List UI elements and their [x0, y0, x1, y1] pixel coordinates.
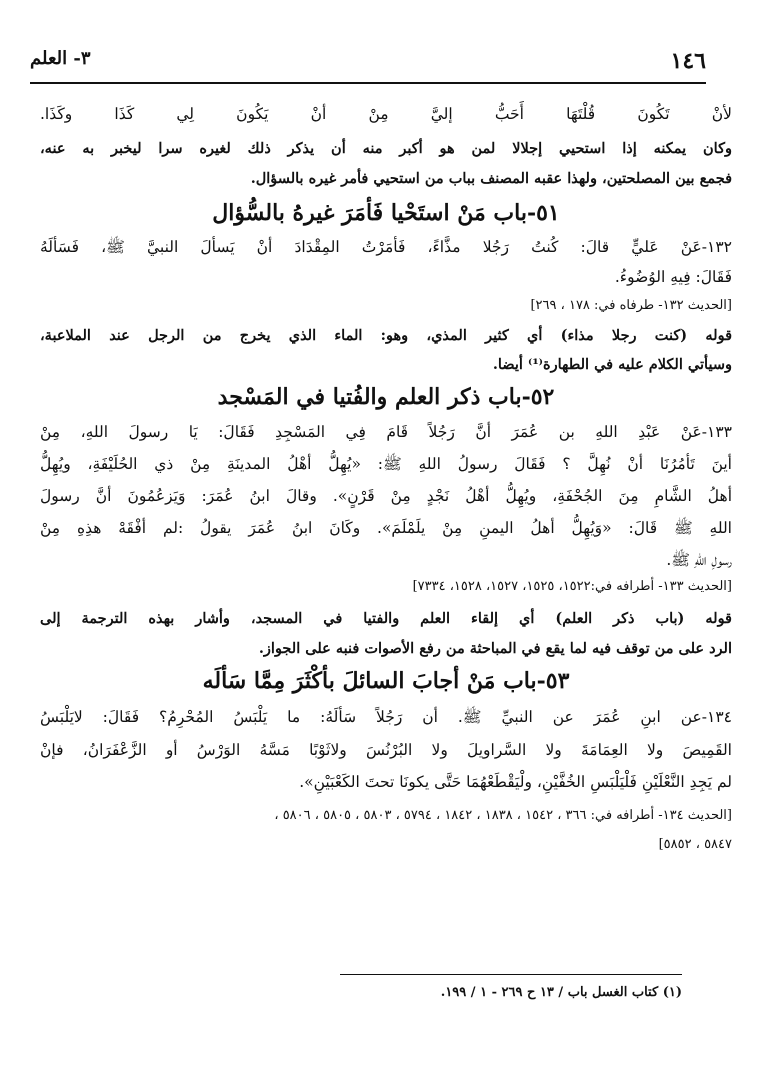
- commentary-line: قوله (باب ذكر العلم) أي إلقاء العلم والفتيا في المسجد، وأشار بهذه الترجمة إلى: [40, 610, 732, 627]
- page-header: [30, 44, 706, 84]
- hadith-line: أينَ تَأمُرُنَا أنْ نُهِلَّ ؟ فَقَالَ رسولُ اللهِ ﷺ: «يُهِلُّ أهْلُ المدينَةِ مِنْ ذي الحُلَيْفَةِ، ويُهِلُّ: [40, 455, 732, 473]
- page-number: ١٤٦: [670, 48, 706, 74]
- chapter-heading-53: ٥٣-باب مَنْ أجابَ السائلَ بأكْثَرَ مِمَّا سَألَه: [202, 668, 570, 694]
- hadith-line: أهلُ الشَّامِ مِنَ الجُحْفَةِ، ويُهِلُّ أهْلُ نَجْدٍ مِنْ قَرْنٍ». وقالَ ابنُ عُمَرَ: وَيَزعُمُونَ أنَّ رسولَ: [40, 487, 732, 505]
- hadith-line: فَقَالَ: فِيهِ الوُضُوءُ.: [614, 268, 732, 286]
- footnote-rule: [340, 974, 682, 975]
- hadith-line: رسولِ اللهِ ﷺ.: [666, 551, 732, 569]
- commentary-line: قوله (كنت رجلا مذاء) أي كثير المذي، وهو: الماء الذي يخرج من الرجل عند الملاعبة،: [40, 327, 732, 344]
- text-line: فجمع بين المصلحتين، ولهذا عقبه المصنف بباب من استحيي فأمر غيره بالسؤال.: [250, 170, 732, 187]
- hadith-line: القَمِيصَ ولا العِمَامَةَ ولا السَّراويلَ ولا البُرْنُسَ ولاثَوْبًا مَسَّهُ الوَرْسُ أو الزَّعْفَرَانُ، فإنْ: [40, 741, 732, 759]
- hadith-reference: [الحديث ١٣٢- طرفاه في: ١٧٨ ، ٢٦٩]: [530, 298, 732, 313]
- footnote: (١) كتاب الغسل باب / ١٣ ح ٢٦٩ - ١ / ١٩٩.: [440, 985, 682, 1000]
- chapter-title: ٣- العلم: [30, 48, 91, 69]
- commentary-line: الرد على من توقف فيه لما يقع في المباحثة من رفع الأصوات فنبه على الجواز.: [258, 640, 732, 657]
- hadith-reference: [الحديث ١٣٤- أطرافه في: ٣٦٦ ، ١٥٤٢ ، ١٨٣٨ ، ١٨٤٢ ، ٥٧٩٤ ، ٥٨٠٣ ، ٥٨٠٥ ، ٥٨٠٦ ،: [274, 808, 732, 823]
- hadith-line: اللهِ ﷺ قَالَ: «وَيُهِلُّ أهلُ اليمنِ مِنْ يلَمْلَمَ». وكَانَ ابنُ عُمَرَ يقولُ :لم أفْقَهْ هذِهِ مِنْ: [40, 519, 732, 537]
- hadith-reference: ٥٨٤٧ ، ٥٨٥٢]: [658, 837, 732, 852]
- commentary-line: وسيأتي الكلام عليه في الطهارة⁽¹⁾ أيضا.: [492, 356, 732, 373]
- hadith-line: لم يَجِدِ النَّعْلَيْنِ فَلْيَلْبَسِ الخُفَّيْنِ، ولْيَقْطَعْهُمَا حَتَّى يكونَا تحتَ الكَعْبَيْنِ».: [299, 773, 732, 791]
- text-line: وكان يمكنه إذا استحيي إجلالا لمن هو أكبر منه أن يذكر ذلك لغيره سرا ليخبر به عنه،: [40, 140, 732, 157]
- hadith-line: ١٣٣-عَنْ عَبْدِ اللهِ بن عُمَرَ أنَّ رَجُلاً قَامَ فِي المَسْجِدِ فَقَالَ: يَا رسولَ اللهِ، مِنْ: [40, 423, 732, 441]
- hadith-line: ١٣٢-عَنْ عَليٍّ قالَ: كُنتُ رَجُلا مذَّاءً، فَأمَرْتُ المِقْدَادَ أنْ يَسألَ النبيَّ ﷺ، فَسَألَهُ: [40, 238, 732, 256]
- chapter-heading-51: ٥١-باب مَنْ استَحْيا فَأمَرَ غيرهُ بالسُّؤال: [212, 200, 560, 226]
- hadith-line: ١٣٤-عن ابنِ عُمَرَ عن النبيِّ ﷺ. أن رَجُلاً سَألَهُ: ما يَلْبَسُ المُحْرِمُ؟ فَقَالَ: لايَلْبَسُ: [40, 708, 732, 726]
- chapter-heading-52: ٥٢-باب ذكر العلم والفُتيا في المَسْجد: [217, 384, 555, 410]
- hadith-reference: [الحديث ١٣٣- أطرافه في:١٥٢٢، ١٥٢٥، ١٥٢٧، ١٥٢٨، ٧٣٣٤]: [412, 579, 732, 594]
- header-rule: [30, 82, 706, 84]
- text-line: لأنْ تَكُونَ قُلْتَهَا أَحَبُّ إليَّ مِنْ أنْ يَكُونَ لِي كَذَا وكَذَا.: [40, 105, 732, 123]
